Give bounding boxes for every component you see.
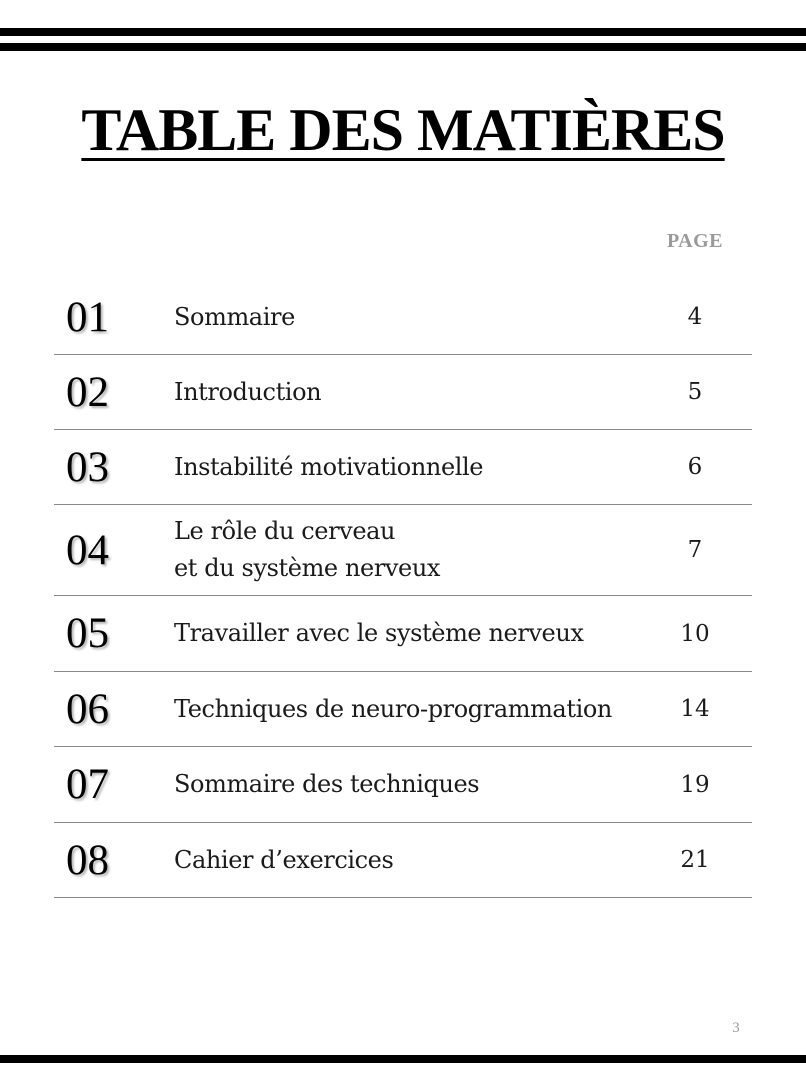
toc-label-line: Cahier d’exercices: [174, 845, 394, 874]
toc-row-05[interactable]: [54, 596, 752, 672]
toc-label: [174, 672, 644, 746]
page-title: TABLE DES MATIÈRES: [81, 97, 725, 163]
toc-page-number: 7: [687, 537, 703, 563]
toc-number: 06: [66, 685, 109, 733]
toc-row-03[interactable]: [54, 430, 752, 505]
top-rule-2: [0, 43, 806, 51]
toc-number: 01: [66, 293, 109, 341]
toc-number: 05: [66, 610, 109, 657]
toc-number: 02: [66, 368, 109, 416]
toc-label-line: Sommaire des techniques: [174, 770, 480, 798]
toc-label: [174, 823, 644, 897]
toc-number: 03: [66, 443, 109, 491]
toc-page-number: 6: [687, 454, 703, 480]
toc-page-number: 21: [680, 847, 710, 873]
toc-row-08[interactable]: [54, 823, 752, 898]
toc-row-07[interactable]: [54, 747, 752, 823]
toc-label: [174, 355, 644, 429]
toc-row-06[interactable]: [54, 672, 752, 747]
toc-label: [174, 505, 644, 595]
toc-number: 04: [66, 526, 109, 574]
toc-label-line: Travailler avec le système nerveux: [174, 619, 584, 647]
toc-label-line: Sommaire: [174, 302, 295, 331]
toc-label-line: Instabilité motivationnelle: [174, 452, 484, 481]
toc-number: 08: [66, 836, 109, 884]
bottom-rule: [0, 1055, 806, 1063]
toc-page-number: 10: [680, 620, 710, 647]
toc-number: 07: [66, 761, 109, 808]
top-rule-1: [0, 28, 806, 36]
toc-page-number: 5: [687, 379, 703, 405]
toc-page-number: 19: [680, 771, 710, 798]
page-column-header: PAGE: [666, 230, 724, 252]
toc-label-line: et du système nerveux: [174, 554, 441, 582]
toc-row-02[interactable]: [54, 355, 752, 430]
toc-row-01[interactable]: [54, 280, 752, 355]
toc-row-04[interactable]: [54, 505, 752, 596]
toc-label: [174, 747, 644, 822]
toc-page-number: 4: [687, 304, 703, 330]
toc-label: [174, 280, 644, 354]
toc-label-line: Le rôle du cerveau: [174, 517, 396, 545]
toc-label: [174, 430, 644, 504]
toc-label-line: Introduction: [174, 377, 322, 406]
toc-page-number: 14: [680, 696, 710, 722]
toc-label-line: Techniques de neuro-programmation: [174, 694, 612, 723]
page-folio: 3: [732, 1020, 740, 1036]
toc-label: [174, 596, 644, 671]
table-of-contents: [54, 280, 752, 898]
